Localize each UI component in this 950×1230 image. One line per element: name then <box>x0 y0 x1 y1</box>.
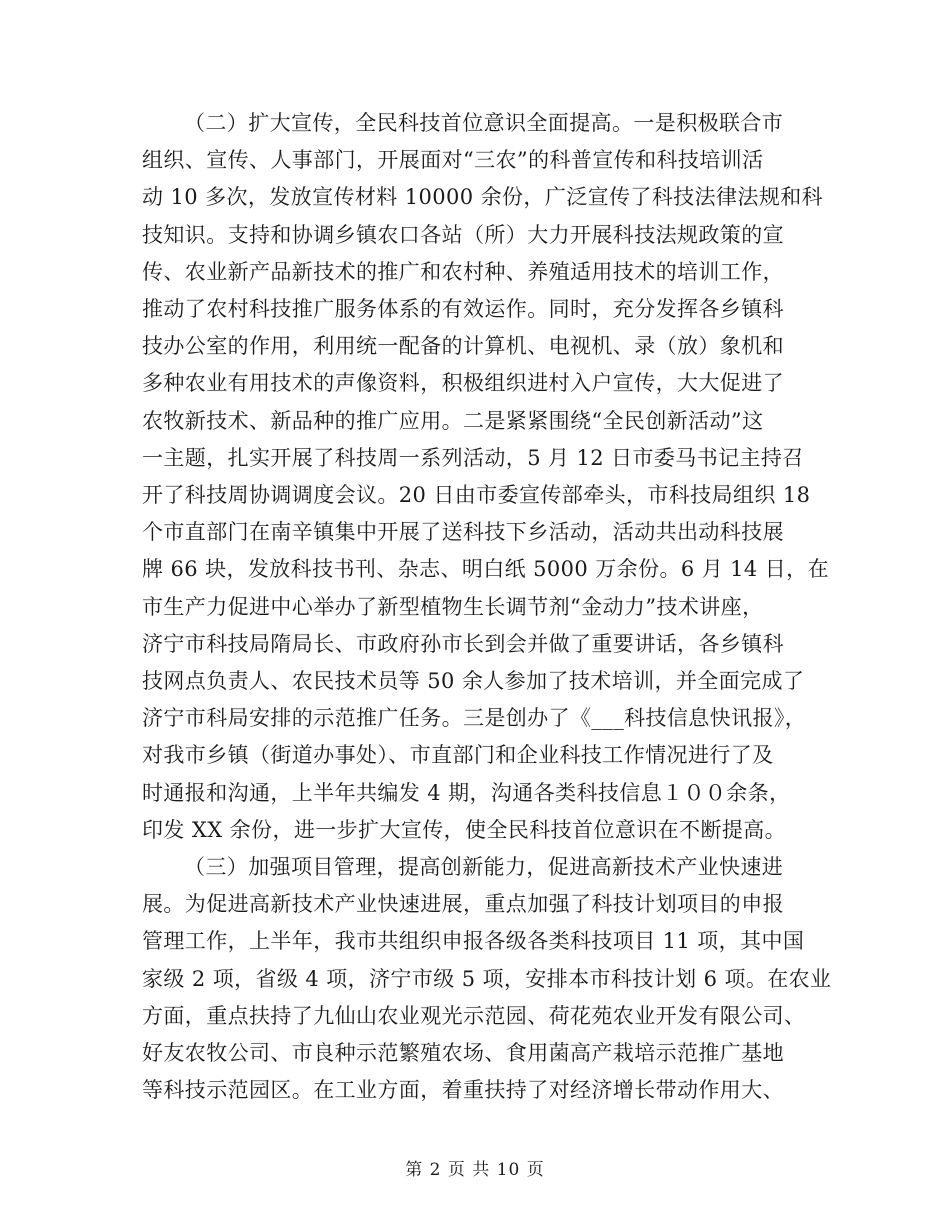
text-line: 济宁市科局安排的示范推广任务。三是创办了《___科技信息快讯报》， <box>142 706 807 731</box>
paragraph-project-management <box>142 849 832 1109</box>
text-line: 牌 66 块，发放科技书刊、杂志、明白纸 5000 万余份。6 月 14 日，在 <box>142 557 829 582</box>
text-line: 家级 2 项，省级 4 项，济宁市级 5 项，安排本市科技计划 6 项。在农业 <box>142 966 832 991</box>
text-line: 技知识。支持和协调乡镇农口各站（所）大力开展科技法规政策的宣 <box>142 222 784 247</box>
text-line: 开了科技周协调调度会议。20 日由市委宣传部牵头，市科技局组织 18 <box>142 483 811 508</box>
text-line: 好友农牧公司、市良种示范繁殖农场、食用菌高产栽培示范推广基地 <box>142 1041 784 1066</box>
text-line: （三）加强项目管理，提高创新能力，促进高新技术产业快速进 <box>184 855 784 880</box>
document-body <box>142 105 832 1109</box>
page-number-label: 第 2 页 共 10 页 <box>405 1160 545 1180</box>
text-line: 动 10 多次，发放宣传材料 10000 余份，广泛宣传了科技法律法规和科 <box>142 185 824 210</box>
text-line: 多种农业有用技术的声像资料，积极组织进村入户宣传，大大促进了 <box>142 371 784 396</box>
paragraph-publicity <box>142 105 829 849</box>
page-footer <box>0 1155 950 1180</box>
text-line: 农牧新技术、新品种的推广应用。二是紧紧围绕“全民创新活动”这 <box>142 408 764 433</box>
text-line: 管理工作，上半年，我市共组织申报各级各类科技项目 11 项，其中国 <box>142 929 805 954</box>
text-line: 印发 XX 余份，进一步扩大宣传，使全民科技首位意识在不断提高。 <box>142 817 787 842</box>
text-line: 方面，重点扶持了九仙山农业观光示范园、荷花苑农业开发有限公司、 <box>142 1003 806 1028</box>
text-line: （二）扩大宣传，全民科技首位意识全面提高。一是积极联合市 <box>184 111 784 135</box>
text-line: 传、农业新产品新技术的推广和农村种、养殖适用技术的培训工作， <box>142 259 784 284</box>
text-line: 技办公室的作用，利用统一配备的计算机、电视机、录（放）象机和 <box>142 334 784 359</box>
text-line: 展。为促进高新技术产业快速进展，重点加强了科技计划项目的申报 <box>142 892 784 917</box>
text-line: 时通报和沟通，上半年共编发 4 期，沟通各类科技信息１００余条， <box>142 780 791 805</box>
text-line: 技网点负责人、农民技术员等 50 余人参加了技术培训，并全面完成了 <box>142 669 805 694</box>
text-line: 济宁市科技局隋局长、市政府孙市长到会并做了重要讲话，各乡镇科 <box>142 631 784 656</box>
text-line: 推动了农村科技推广服务体系的有效运作。同时，充分发挥各乡镇科 <box>142 297 784 322</box>
text-line: 组织、宣传、人事部门，开展面对“三农”的科普宣传和科技培训活 <box>142 148 764 173</box>
text-line: 等科技示范园区。在工业方面，着重扶持了对经济增长带动作用大、 <box>142 1078 784 1103</box>
text-line: 对我市乡镇（街道办事处）、市直部门和企业科技工作情况进行了及 <box>142 743 774 768</box>
text-line: 一主题，扎实开展了科技周一系列活动，5 月 12 日市委马书记主持召 <box>142 445 804 470</box>
text-line: 市生产力促进中心举办了新型植物生长调节剂“金动力”技术讲座， <box>142 594 764 619</box>
text-line: 个市直部门在南辛镇集中开展了送科技下乡活动，活动共出动科技展 <box>142 520 784 545</box>
